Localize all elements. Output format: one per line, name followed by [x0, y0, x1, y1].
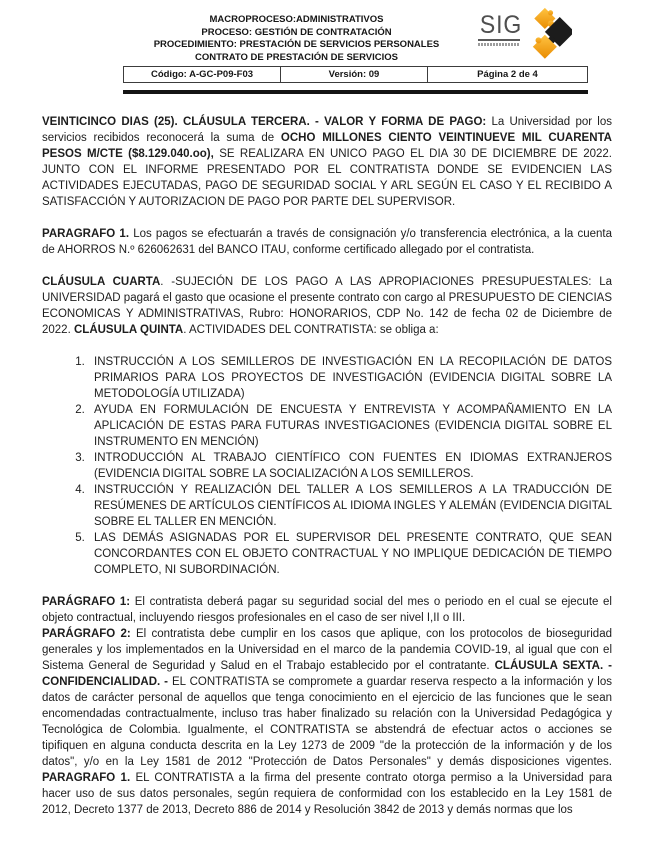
activity-item-5: 5. LAS DEMÁS ASIGNADAS POR EL SUPERVISOR DEL PRESENTE CONTRATO, QUE SEAN CONCORDANTES CON EL OBJETO CONTRACTUAL Y NO IMPLIQUE DEDICACIÓN DE TIEMPO COMPLETO, NI SUBORDINACIÓN.: [88, 530, 612, 578]
header-contrato: CONTRATO DE PRESTACIÓN DE SERVICIOS: [194, 51, 399, 63]
document-page-number: Página 2 de 4: [427, 67, 587, 82]
sig-logo-wordmark: [478, 11, 523, 46]
sig-logo-text: SIG: [479, 11, 523, 39]
sig-logo: [470, 6, 588, 64]
activity-item-1: 1. INSTRUCCIÓN A LOS SEMILLEROS DE INVESTIGACIÓN EN LA RECOPILACIÓN DE DATOS PRIMARIOS PARA LOS PROYECTOS DE INVESTIGACIÓN (EVIDENCIA DIGITAL SOBRE LA METODOLOGÍA UTILIZADA): [88, 354, 612, 402]
header-titles: [123, 6, 470, 64]
activities-list: [42, 354, 612, 578]
paragraph-clausula-cuarta-quinta: CLÁUSULA CUARTA. -SUJECIÓN DE LOS PAGO A LAS APROPIACIONES PRESUPUESTALES: La UNIVERSIDAD pagará el gasto que ocasione el presente contrato con cargo al PRESUPUESTO DE CIENCIAS ECONOMICAS Y ADMINISTRATIVAS, Rubro: HONORARIOS, CDP No. 142 de fecha 02 de Diciembre de 2022. CLÁUSULA QUINTA. ACTIVIDADES DEL CONTRATISTA: se obliga a:: [42, 276, 612, 336]
header-meta-row: [123, 66, 588, 83]
document-header: [123, 6, 588, 94]
paragraph-paragrafo-pagos: PARAGRAFO 1. Los pagos se efectuarán a través de consignación y/o transferencia electrónica, a la cuenta de AHORROS N.º 626062631 del BANCO ITAU, conforme certificado allegado por el contratista.: [42, 228, 613, 256]
header-macroproceso: MACROPROCESO:ADMINISTRATIVOS: [209, 14, 384, 25]
sig-logo-puzzle-icon: [522, 6, 572, 64]
document-version: Versión: 09: [280, 67, 427, 82]
activity-item-3: 3. INTRODUCCIÓN AL TRABAJO CIENTÍFICO CON FUENTES EN IDIOMAS EXTRANJEROS (EVIDENCIA DIGITAL SOBRE LA SOCIALIZACIÓN A LOS SEMILLEROS.: [88, 450, 612, 482]
sig-logo-subtext: [478, 43, 520, 46]
paragraph-paragrafos-clausula-sexta: PARÁGRAFO 1: El contratista deberá pagar su seguridad social del mes o periodo en el cual se ejecute el objeto contractual, incluyendo riesgos profesionales en el caso de ser nivel I,II o III. PARÁGRAFO 2: El contratista debe cumplir en los casos que aplique, con los protocolos de bioseguridad generales y los implementados en la Universidad en el marco de la pandemia COVID-19, al igual que con el Sistema General de Seguridad y Salud en el Trabajo establecido por el contratante. CLÁUSULA SEXTA. - CONFIDENCIALIDAD. - EL CONTRATISTA se compromete a guardar reserva respecto a la información y los datos de carácter personal de aquellos que tenga conocimiento en el ejercicio de las funciones que le sean encomendadas contractualmente, incluso tras haber finalizado su relación con la Universidad Pedagógica y Tecnológica de Colombia. Igualmente, el CONTRATISTA se abstendrá de efectuar actos o acciones se tipifiquen en alguna conducta descrita en la Ley 1273 de 2009 "de la protección de la información y de los datos", y/o en la Ley 1581 de 2012 "Protección de Datos Personales" y demás disposiciones vigentes. PARAGRAFO 1. EL CONTRATISTA a la firma del presente contrato otorga permiso a la Universidad para hacer uso de sus datos personales, según requiera de conformidad con los establecido en la Ley 1581 de 2012, Decreto 1377 de 2013, Decreto 886 de 2014 y Resolución 3842 de 2013 y demás normas que los: [42, 596, 613, 816]
sig-logo-underline: [478, 39, 520, 41]
header-procedimiento: PROCEDIMIENTO: PRESTACIÓN DE SERVICIOS PERSONALES: [153, 39, 440, 50]
header-divider-bar: [123, 90, 588, 94]
activity-item-4: 4. INSTRUCCIÓN Y REALIZACIÓN DEL TALLER A LOS SEMILLEROS A LA TRADUCCIÓN DE RESÚMENES DE ARTÍCULOS CIENTÍFICOS AL IDIOMA INGLES Y ALEMÁN (EVIDENCIA DIGITAL SOBRE EL TALLER EN MENCIÓN.: [88, 482, 612, 530]
document-code: Código: A-GC-P09-F03: [150, 69, 254, 80]
paragraph-clausula-tercera: VEINTICINCO DIAS (25). CLÁUSULA TERCERA. - VALOR Y FORMA DE PAGO: La Universidad por los servicios recibidos reconocerá la suma de OCHO MILLONES CIENTO VEINTINUEVE MIL CUARENTA PESOS M/CTE ($8.129.040.oo), SE REALIZARA EN UNICO PAGO EL DIA 30 DE DICIEMBRE DE 2022. JUNTO CON EL INFORME PRESENTADO POR EL CONTRATISTA DONDE SE EVIDENCIEN LAS ACTIVIDADES EJECUTADAS, PAGO DE SEGURIDAD SOCIAL Y ARL SEGÚN EL CASO Y EL RECIBIDO A SATISFACCIÓN Y AUTORIZACION DE PAGO POR PARTE DEL SUPERVISOR.: [42, 116, 613, 208]
header-proceso: PROCESO: GESTIÓN DE CONTRATACIÓN: [201, 26, 392, 38]
activity-item-2: 2. AYUDA EN FORMULACIÓN DE ENCUESTA Y ENTREVISTA Y ACOMPAÑAMIENTO EN LA APLICACIÓN DE ESTAS PARA FUTURAS INVESTIGACIONES (EVIDENCIA DIGITAL SOBRE EL INSTRUMENTO EN MENCIÓN): [88, 402, 612, 450]
document-body: [42, 114, 612, 818]
